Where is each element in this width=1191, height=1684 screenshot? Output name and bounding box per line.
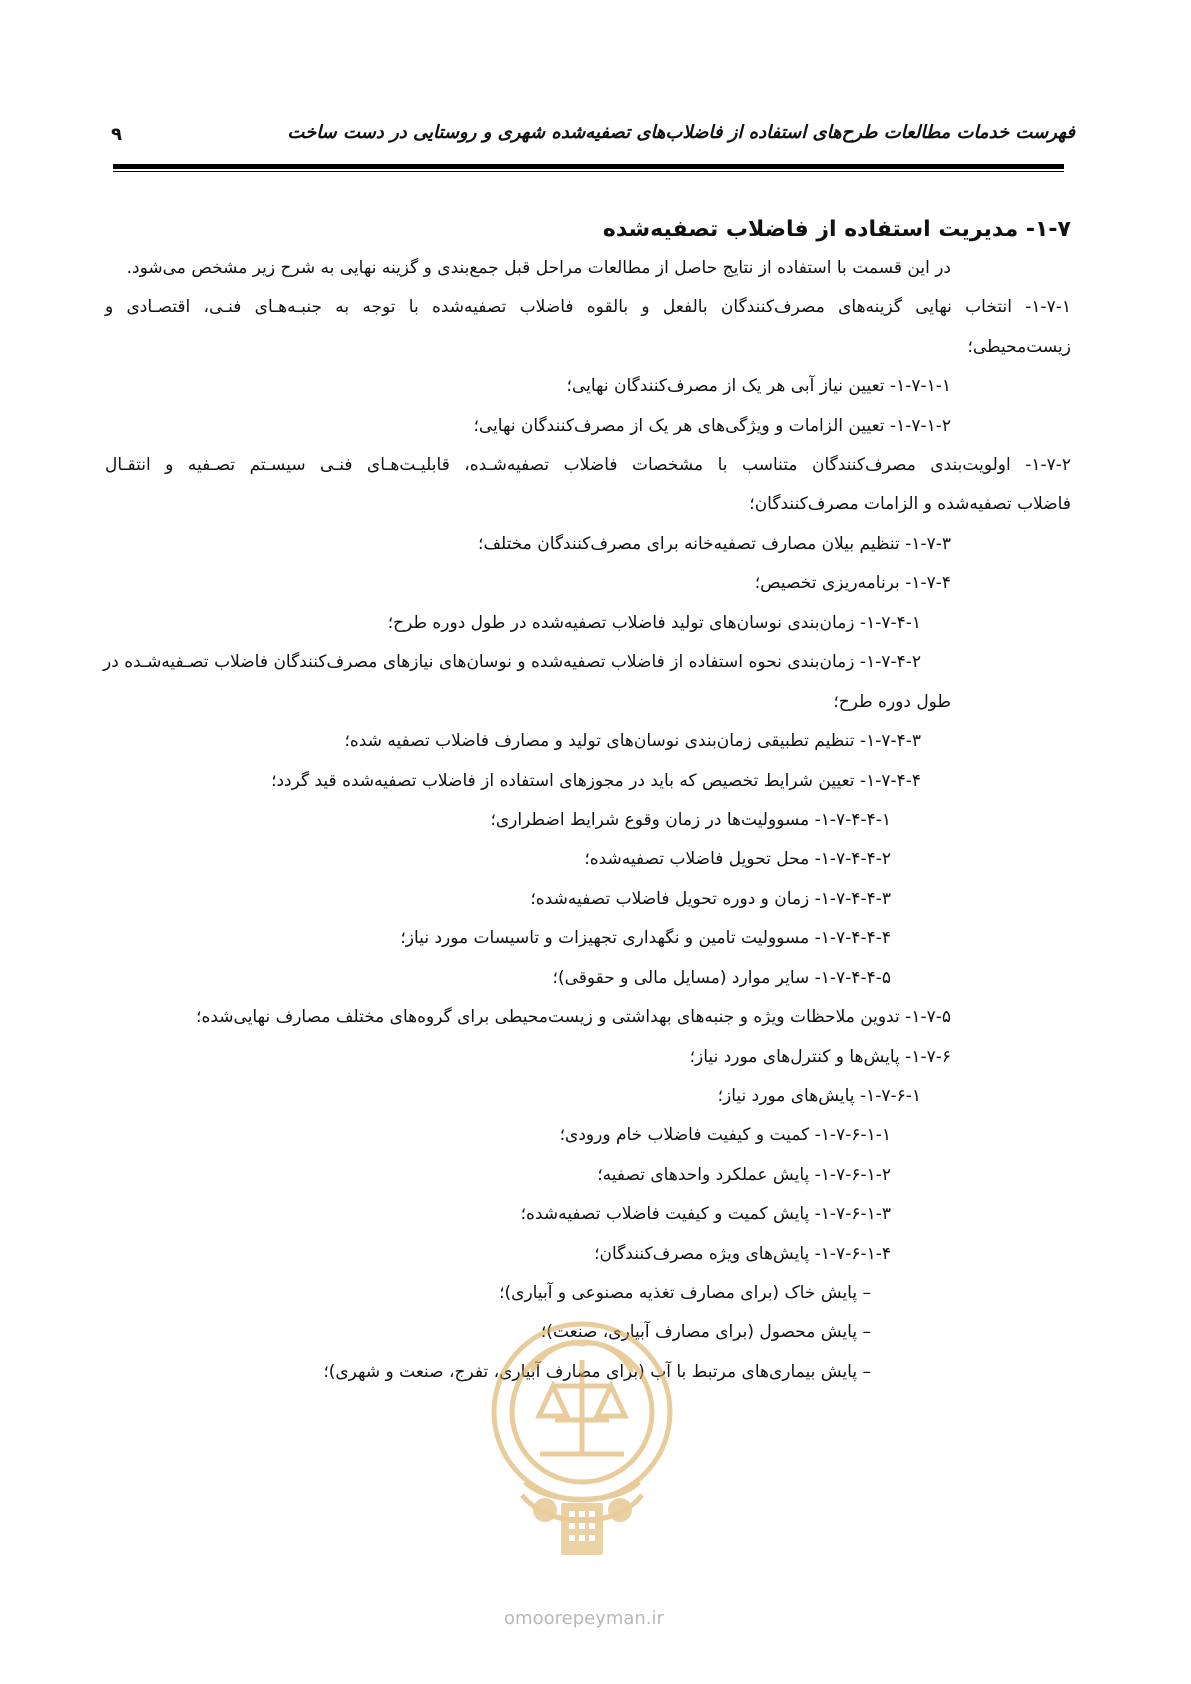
header-rule-thin bbox=[113, 171, 1064, 172]
watermark-site-text: omoorepeyman.ir bbox=[504, 1608, 664, 1629]
list-item-line: ۱-۷-۳- تنظیم بیلان مصارف تصفیه‌خانه برای مصرف‌کنندگان مختلف؛ bbox=[478, 534, 951, 554]
list-item-line: ۱-۷-۴-۴-۵- سایر موارد (مسایل مالی و حقوقی)؛ bbox=[552, 968, 891, 988]
bullet-item: – پایش محصول (برای مصارف آبیاری، صنعت)؛ bbox=[540, 1322, 871, 1342]
list-item-line: ۱-۷-۴-۲- زمان‌بندی نحوه استفاده از فاضلاب تصفیه‌شده و نوسان‌های نیازهای مصرف‌کنندگان فاضلاب تصـفیه‌شـده در bbox=[103, 652, 921, 672]
list-item-line: ۱-۷-۶- پایش‌ها و کنترل‌های مورد نیاز؛ bbox=[689, 1047, 951, 1067]
list-item-line: ۱-۷-۶-۱-۴- پایش‌های ویژه مصرف‌کنندگان؛ bbox=[594, 1244, 891, 1264]
list-item-line: ۱-۷-۴- برنامه‌ریزی تخصیص؛ bbox=[754, 573, 951, 593]
list-item-line: ۱-۷-۱- انتخاب نهایی گزینه‌های مصرف‌کنندگان بالفعل و بالقوه فاضلاب تصفیه‌شده با توجه به جنبـه‌هـای فنـی، اقتصـادی و bbox=[105, 297, 1071, 317]
list-item-line: ۱-۷-۴-۳- تنظیم تطبیقی زمان‌بندی نوسان‌های تولید و مصارف فاضلاب تصفیه شده؛ bbox=[344, 731, 921, 751]
list-item-line: ۱-۷-۶-۱- پایش‌های مورد نیاز؛ bbox=[717, 1086, 921, 1106]
list-item-line: ۱-۷-۴-۴-۱- مسوولیت‌ها در زمان وقوع شرایط اضطراری؛ bbox=[490, 810, 891, 830]
section-title: ۱-۷- مدیریت استفاده از فاضلاب تصفیه‌شده bbox=[602, 217, 1071, 242]
list-item-continuation: زیست‌محیطی؛ bbox=[967, 337, 1071, 357]
list-item-line: ۱-۷-۱-۲- تعیین الزامات و ویژگی‌های هر یک از مصرف‌کنندگان نهایی؛ bbox=[473, 416, 951, 436]
list-item-line: ۱-۷-۴-۱- زمان‌بندی نوسان‌های تولید فاضلاب تصفیه‌شده در طول دوره طرح؛ bbox=[387, 613, 921, 633]
list-item-continuation: فاضلاب تصفیه‌شده و الزامات مصرف‌کنندگان؛ bbox=[749, 494, 1071, 514]
list-item-line: ۱-۷-۴-۴-۲- محل تحویل فاضلاب تصفیه‌شده؛ bbox=[584, 849, 891, 869]
page-number: ۹ bbox=[111, 124, 122, 145]
list-item-line: ۱-۷-۴-۴-۴- مسوولیت تامین و نگهداری تجهیزات و تاسیسات مورد نیاز؛ bbox=[400, 928, 891, 948]
list-item-line: ۱-۷-۶-۱-۳- پایش کمیت و کیفیت فاضلاب تصفیه‌شده؛ bbox=[520, 1204, 891, 1224]
paragraph-line: در این قسمت با استفاده از نتایج حاصل از مطالعات مراحل قبل جمع‌بندی و گزینه نهایی به شرح زیر مشخص می‌شود. bbox=[126, 258, 951, 278]
list-item-line: ۱-۷-۱-۱- تعیین نیاز آبی هر یک از مصرف‌کنندگان نهایی؛ bbox=[566, 376, 951, 396]
list-item-line: ۱-۷-۶-۱-۱- کمیت و کیفیت فاضلاب خام ورودی؛ bbox=[559, 1125, 891, 1145]
list-item-line: ۱-۷-۲- اولویت‌بندی مصرف‌کنندگان متناسب با مشخصات فاضلاب تصفیه‌شـده، قابلیـت‌هـای فنـی سیسـتم تصـفیه و انتقـال bbox=[105, 455, 1071, 475]
page-header-title: فهرست خدمات مطالعات طرح‌های استفاده از فاضلاب‌های تصفیه‌شده شهری و روستایی در دست ساخت bbox=[287, 122, 1075, 143]
header-rule-thick bbox=[113, 164, 1064, 169]
list-item-continuation: طول دوره طرح؛ bbox=[833, 692, 951, 712]
list-item-line: ۱-۷-۴-۴-۳- زمان و دوره تحویل فاضلاب تصفیه‌شده؛ bbox=[530, 889, 891, 909]
bullet-item: – پایش بیماری‌های مرتبط با آب (برای مصارف آبیاری، تفرج، صنعت و شهری)؛ bbox=[323, 1362, 871, 1382]
list-item-line: ۱-۷-۵- تدوین ملاحظات ویژه و جنبه‌های بهداشتی و زیست‌محیطی برای گروه‌های مختلف مصارف نهایی‌شده؛ bbox=[196, 1007, 951, 1027]
list-item-line: ۱-۷-۶-۱-۲- پایش عملکرد واحدهای تصفیه؛ bbox=[597, 1165, 891, 1185]
bullet-item: – پایش خاک (برای مصارف تغذیه مصنوعی و آبیاری)؛ bbox=[499, 1283, 871, 1303]
list-item-line: ۱-۷-۴-۴- تعیین شرایط تخصیص که باید در مجوزهای استفاده از فاضلاب تصفیه‌شده قید گردد؛ bbox=[271, 771, 921, 791]
